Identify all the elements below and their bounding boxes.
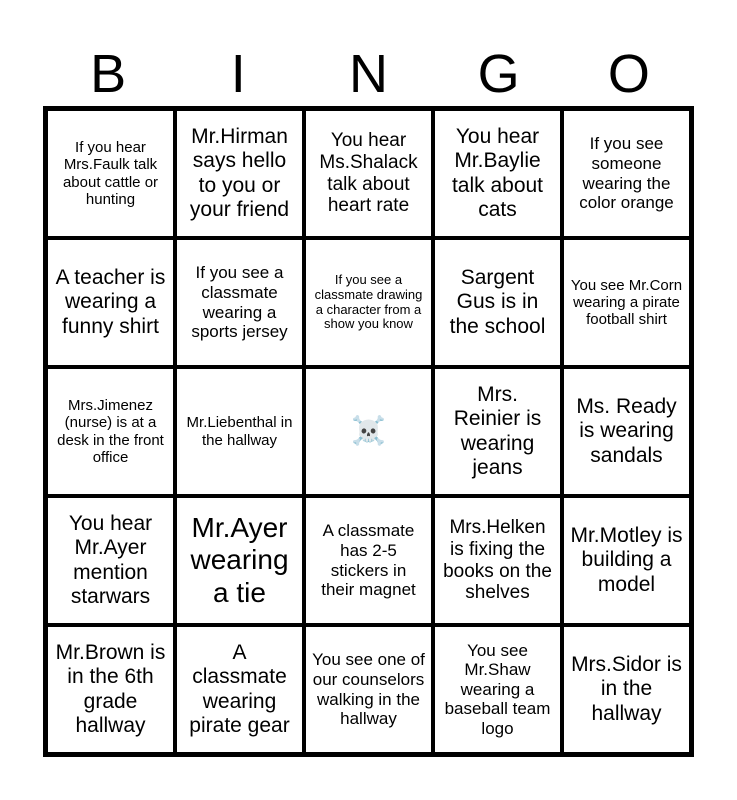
header-letter-g: G: [477, 44, 520, 104]
header-letter-i: I: [230, 44, 246, 104]
bingo-cell[interactable]: You see Mr.Corn wearing a pirate football shirt: [562, 238, 691, 367]
bingo-header: [43, 44, 694, 104]
bingo-cell[interactable]: You see Mr.Shaw wearing a baseball team logo: [433, 625, 562, 754]
bingo-cell[interactable]: If you see someone wearing the color orange: [562, 109, 691, 238]
bingo-cell[interactable]: Ms. Ready is wearing sandals: [562, 367, 691, 496]
header-letter-n: N: [348, 44, 388, 104]
bingo-cell[interactable]: Mr.Motley is building a model: [562, 496, 691, 625]
bingo-cell[interactable]: Mrs.Jimenez (nurse) is at a desk in the front office: [46, 367, 175, 496]
bingo-board: [43, 106, 694, 757]
bingo-cell[interactable]: Mr.Ayer wearing a tie: [175, 496, 304, 625]
bingo-cell[interactable]: Mr.Liebenthal in the hallway: [175, 367, 304, 496]
bingo-cell[interactable]: You see one of our counselors walking in the hallway: [304, 625, 433, 754]
bingo-cell[interactable]: You hear Mr.Baylie talk about cats: [433, 109, 562, 238]
bingo-cell[interactable]: Mr.Brown is in the 6th grade hallway: [46, 625, 175, 754]
bingo-cell[interactable]: A classmate has 2-5 stickers in their magnet: [304, 496, 433, 625]
bingo-cell[interactable]: If you hear Mrs.Faulk talk about cattle or hunting: [46, 109, 175, 238]
bingo-cell[interactable]: A classmate wearing pirate gear: [175, 625, 304, 754]
header-letter-b: B: [90, 44, 127, 104]
free-space-skull-icon[interactable]: ☠️: [304, 367, 433, 496]
bingo-cell[interactable]: A teacher is wearing a funny shirt: [46, 238, 175, 367]
bingo-cell[interactable]: Mrs.Helken is fixing the books on the shelves: [433, 496, 562, 625]
bingo-cell[interactable]: Mrs.Sidor is in the hallway: [562, 625, 691, 754]
bingo-cell[interactable]: Mrs. Reinier is wearing jeans: [433, 367, 562, 496]
bingo-cell[interactable]: You hear Ms.Shalack talk about heart rate: [304, 109, 433, 238]
header-letter-o: O: [607, 44, 650, 104]
bingo-cell[interactable]: Sargent Gus is in the school: [433, 238, 562, 367]
bingo-cell[interactable]: You hear Mr.Ayer mention starwars: [46, 496, 175, 625]
bingo-cell[interactable]: If you see a classmate drawing a character from a show you know: [304, 238, 433, 367]
bingo-cell[interactable]: Mr.Hirman says hello to you or your friend: [175, 109, 304, 238]
bingo-cell[interactable]: If you see a classmate wearing a sports jersey: [175, 238, 304, 367]
